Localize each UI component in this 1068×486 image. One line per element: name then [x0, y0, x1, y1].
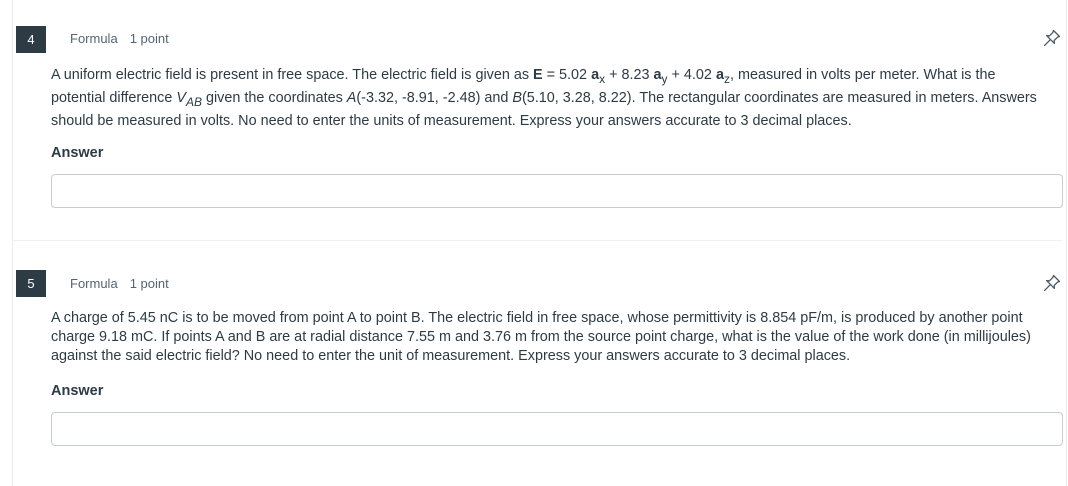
question-type: Formula: [70, 276, 118, 291]
pin-icon[interactable]: [1042, 28, 1062, 48]
right-border: [1066, 0, 1067, 486]
answer-label: Answer: [51, 383, 104, 399]
question-points: 1 point: [129, 276, 169, 291]
answer-input[interactable]: [51, 412, 1063, 446]
question-divider: [12, 240, 1062, 241]
question-text: A uniform electric field is present in free space. The electric field is given as E = 5.02 $a_x + 8.23$ $a_y + 4.02$ $a_z$, measured in volts per meter. What is the potential difference $V_{AB}$ given the coordinates A(-3.32, -8.91, -2.48) and B(5.10, 3.28, 8.22). The rectangular coordinates are measured in meters. Answers should be measured in volts. No need to enter the units of measurement. Express your answers accurate to 3 decimal places.: [51, 67, 1037, 129]
question-points: 1 point: [129, 31, 169, 46]
pin-icon[interactable]: [1042, 273, 1062, 293]
question-meta: [70, 31, 169, 46]
answer-label: Answer: [51, 145, 104, 161]
answer-input[interactable]: [51, 174, 1063, 208]
question-text: A charge of 5.45 nC is to be moved from point A to point B. The electric field in free space, whose permittivity is 8.854 pF/m, is produced by another point charge 9.18 mC. If points A and B are at radial distance 7.55 m and 3.76 m from the source point charge, what is the value of the work done (in millijoules) against the said electric field? No need to enter the unit of measurement. Express your answers accurate to 3 decimal places.: [51, 310, 1031, 364]
question-number: 4: [16, 26, 46, 53]
question-type: Formula: [70, 31, 118, 46]
question-number: 5: [16, 270, 46, 297]
question-meta: [70, 276, 169, 291]
left-border: [12, 0, 13, 486]
